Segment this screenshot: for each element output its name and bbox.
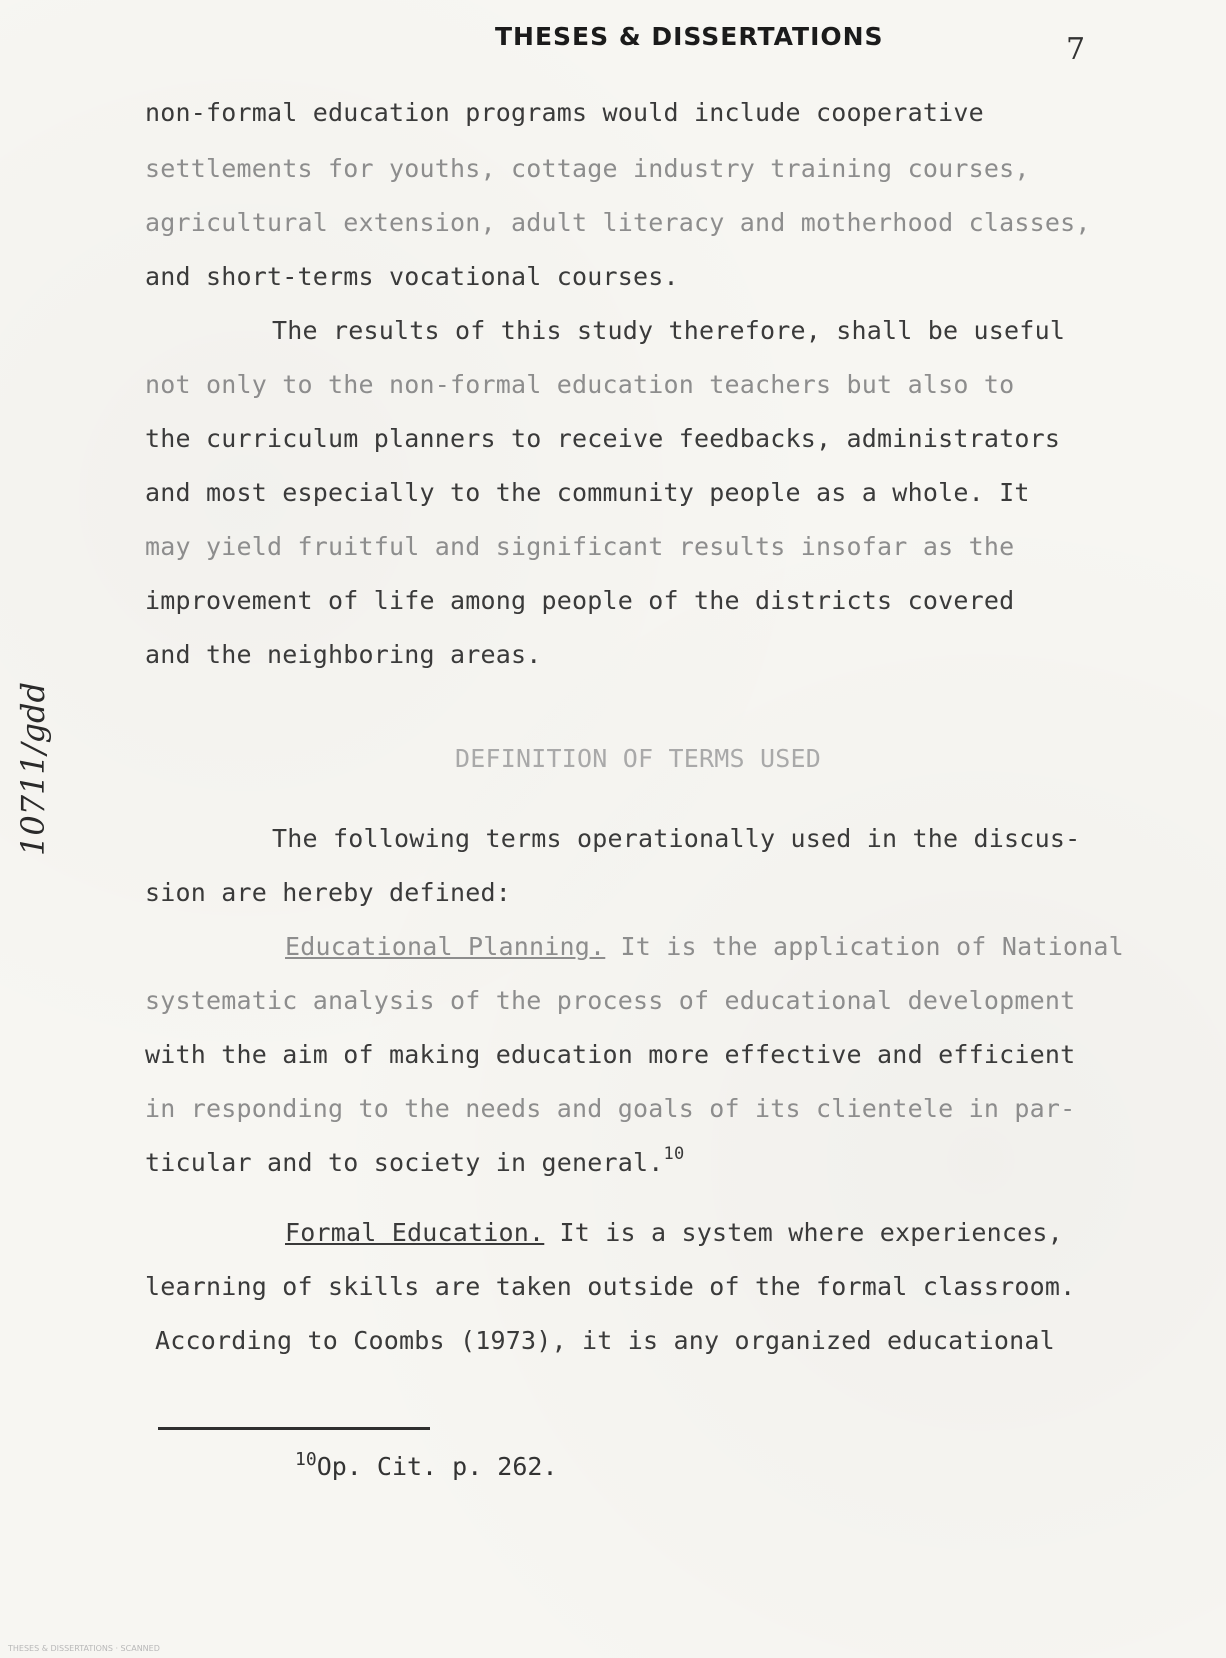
scan-footer: THESES & DISSERTATIONS · SCANNED <box>8 1644 160 1653</box>
text-line: settlements for youths, cottage industry training courses, <box>145 154 1030 183</box>
definition-line <box>285 1218 1063 1247</box>
footnote-ref: 10 <box>663 1144 685 1164</box>
handwritten-margin-note: 10711/gdd <box>14 681 52 856</box>
text-line: and most especially to the community people as a whole. It <box>145 478 1030 507</box>
page-number: 7 <box>1066 32 1086 67</box>
text-line: the curriculum planners to receive feedbacks, administrators <box>145 424 1061 453</box>
text-line: systematic analysis of the process of educational development <box>145 986 1076 1015</box>
defined-term: Educational Planning. <box>285 932 606 961</box>
footnote-text: Op. Cit. p. 262. <box>316 1452 558 1481</box>
text-line: learning of skills are taken outside of the formal classroom. <box>145 1272 1076 1301</box>
section-heading: DEFINITION OF TERMS USED <box>455 744 822 773</box>
text-line: non-formal education programs would include cooperative <box>145 98 984 127</box>
text-line: and short-terms vocational courses. <box>145 262 679 291</box>
footnote-number: 10 <box>295 1449 317 1470</box>
theses-stamp: THESES & DISSERTATIONS <box>495 22 884 51</box>
definition-line <box>285 932 1124 961</box>
text-line: in responding to the needs and goals of its clientele in par- <box>145 1094 1076 1123</box>
footnote <box>295 1449 558 1481</box>
text-line: with the aim of making education more effective and efficient <box>145 1040 1076 1069</box>
text-line: sion are hereby defined: <box>145 878 512 907</box>
text-line: improvement of life among people of the districts covered <box>145 586 1015 615</box>
definition-last-line <box>145 1144 685 1177</box>
text-line: The results of this study therefore, shall be useful <box>272 316 1066 345</box>
text-line: may yield fruitful and significant results insofar as the <box>145 532 1015 561</box>
text-line: ticular and to society in general. <box>145 1148 664 1177</box>
text-line: agricultural extension, adult literacy and motherhood classes, <box>145 208 1091 237</box>
footnote-rule <box>158 1427 430 1430</box>
definition-text: It is the application of National <box>605 932 1124 961</box>
definition-text: It is a system where experiences, <box>544 1218 1063 1247</box>
text-line: According to Coombs (1973), it is any organized educational <box>155 1326 1055 1355</box>
defined-term: Formal Education. <box>285 1218 545 1247</box>
text-line: The following terms operationally used in the discus- <box>272 824 1081 853</box>
text-line: not only to the non-formal education teachers but also to <box>145 370 1015 399</box>
text-line: and the neighboring areas. <box>145 640 542 669</box>
